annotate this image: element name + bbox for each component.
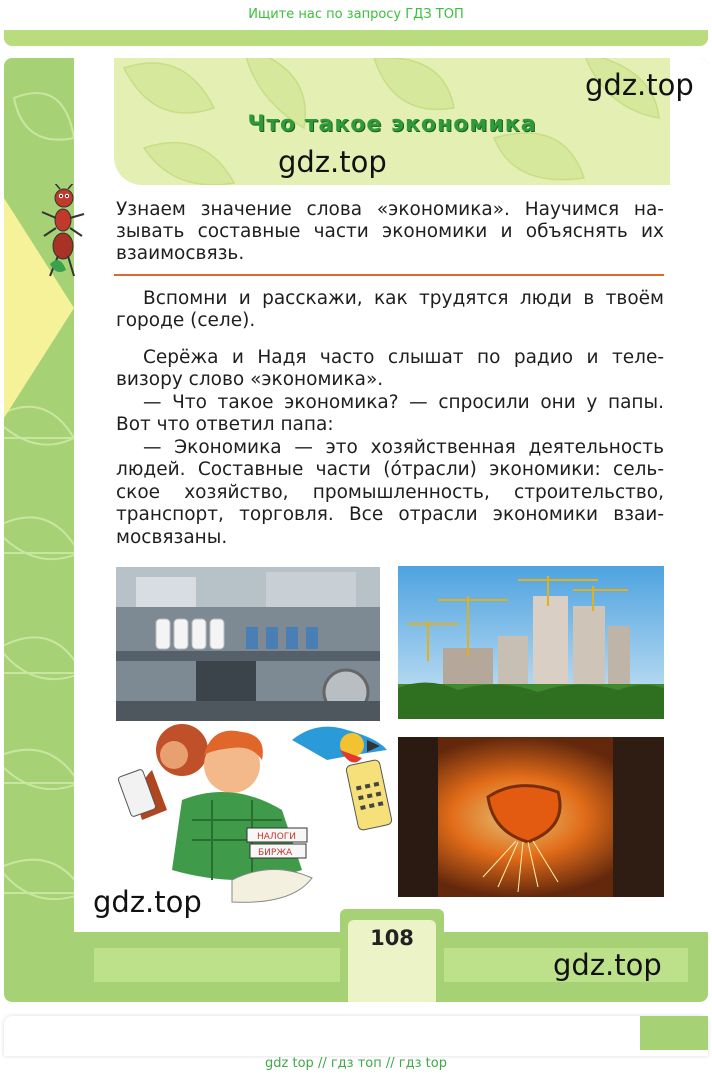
- story-line: ское хозяйство, промышленность, строительство,: [116, 482, 664, 503]
- lesson-title: Что такое экономика: [247, 112, 537, 137]
- footer-separator: //: [317, 1056, 327, 1071]
- story-line: мосвязаны.: [116, 527, 228, 548]
- story-line: — Что такое экономика? — спросили они у папы.: [143, 392, 664, 413]
- watermark: gdz.top: [585, 68, 694, 102]
- footer-link[interactable]: гдз топ: [330, 1056, 382, 1071]
- footer-link[interactable]: гдз top: [398, 1056, 447, 1071]
- book-label-exchange: БИРЖА: [258, 848, 293, 858]
- story-line: транспорт, торговля. Все отрасли экономики взаи-: [116, 504, 664, 525]
- story-line: визору слово «экономика».: [116, 369, 384, 390]
- story-line: Вот что ответил папа:: [116, 414, 334, 435]
- dairy-factory-photo: [116, 567, 380, 721]
- top-banner[interactable]: [0, 0, 712, 32]
- book-label-taxes: НАЛОГИ: [257, 832, 296, 842]
- next-page-preview: [4, 1016, 708, 1056]
- orange-divider: [114, 274, 664, 276]
- steel-works-photo: [398, 737, 664, 897]
- task-line: Вспомни и расскажи, как трудятся люди в твоём: [143, 288, 664, 309]
- page-number: 108: [370, 926, 414, 950]
- story-line: людей. Составные части (о́трасли) экономики: сель-: [116, 459, 664, 480]
- footer-links: [0, 1056, 712, 1071]
- banner-text[interactable]: Ищите нас по запросу ГДЗ ТОП: [248, 7, 464, 22]
- footer-separator: //: [385, 1056, 395, 1071]
- story-line: Серёжа и Надя часто слышат по радио и теле-: [143, 347, 664, 368]
- construction-site-photo: [398, 566, 664, 719]
- watermark: gdz.top: [553, 948, 662, 982]
- top-strip: [4, 30, 708, 46]
- goals-line: взаимосвязь.: [116, 243, 245, 264]
- task-line: городе (селе).: [116, 310, 256, 331]
- page-number-box: [348, 920, 436, 1002]
- watermark: gdz.top: [93, 885, 202, 919]
- goals-line: Узнаем значение слова «экономика». Научимся на-: [116, 199, 664, 220]
- next-page-preview-accent: [640, 1016, 708, 1050]
- goals-line: зывать составные части экономики и объяснять их: [116, 221, 664, 242]
- ant-mascot-icon: [38, 184, 86, 280]
- watermark: gdz.top: [278, 145, 387, 179]
- children-parrot-illustration: [112, 710, 397, 910]
- footer-link[interactable]: gdz top: [265, 1056, 314, 1071]
- story-line: — Экономика — это хозяйственная деятельность: [143, 437, 664, 458]
